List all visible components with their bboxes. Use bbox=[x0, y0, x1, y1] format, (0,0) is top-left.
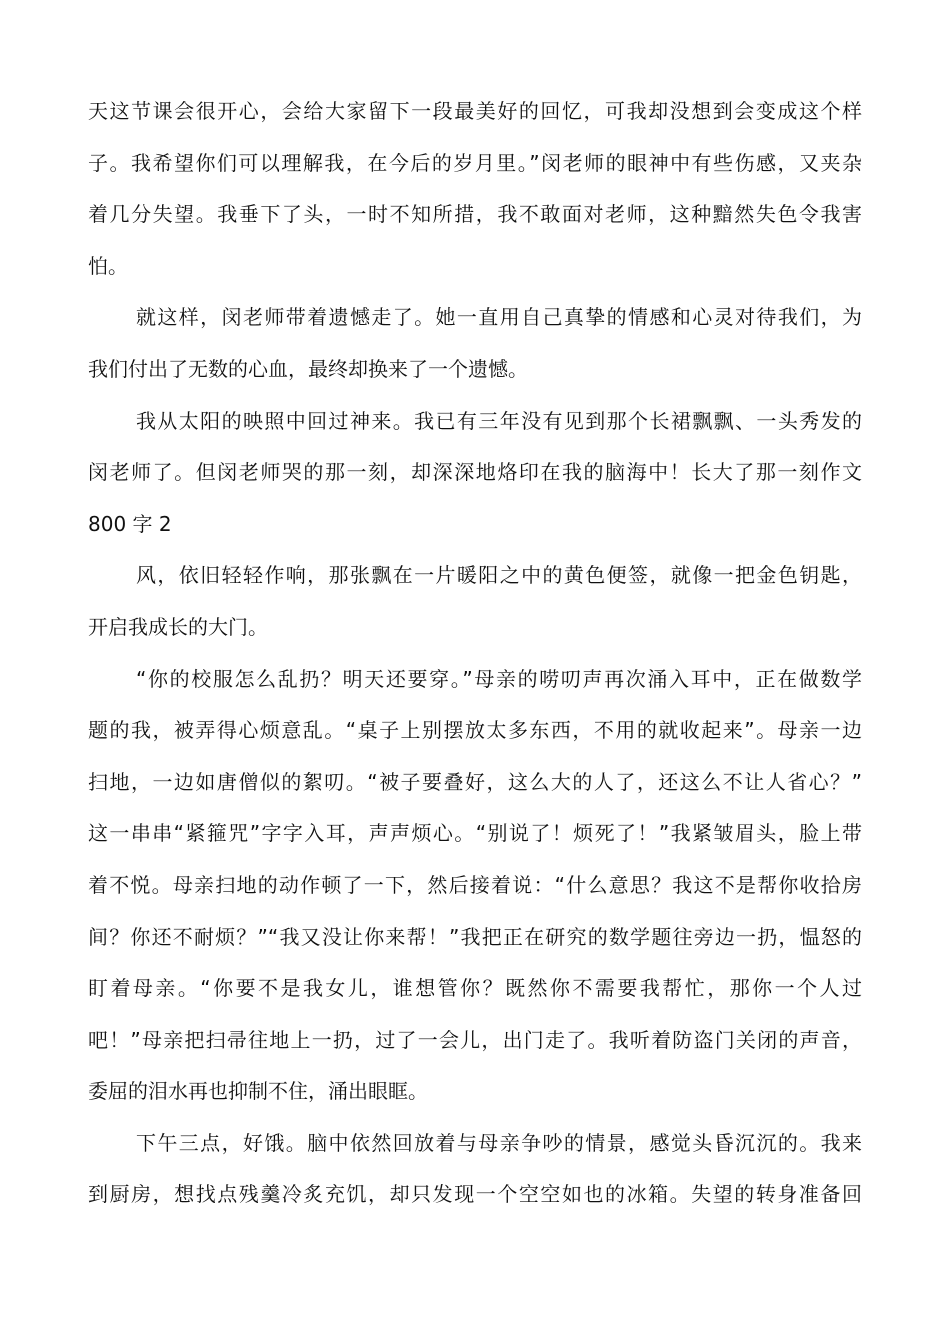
text-line: 到厨房，想找点残羹冷炙充饥，却只发现一个空空如也的冰箱。失望的转身准备回 bbox=[88, 1182, 862, 1207]
text-line: 风，依旧轻轻作响，那张飘在一片暖阳之中的黄色便签，就像一把金色钥匙， bbox=[136, 563, 862, 588]
text-line: 800 字 2 bbox=[88, 511, 172, 536]
text-line: 就这样，闵老师带着遗憾走了。她一直用自己真挚的情感和心灵对待我们，为 bbox=[136, 305, 862, 330]
text-line: 扫地，一边如唐僧似的絮叨。“被子要叠好，这么大的人了，还这么不让人省心？” bbox=[88, 769, 862, 794]
text-line: 我们付出了无数的心血，最终却换来了一个遗憾。 bbox=[88, 356, 528, 381]
text-line: 委屈的泪水再也抑制不住，涌出眼眶。 bbox=[88, 1079, 428, 1104]
document-body bbox=[88, 86, 862, 1221]
text-line: 下午三点，好饿。脑中依然回放着与母亲争吵的情景，感觉头昏沉沉的。我来 bbox=[136, 1130, 862, 1155]
text-line: 子。我希望你们可以理解我，在今后的岁月里。”闵老师的眼神中有些伤感，又夹杂 bbox=[88, 150, 862, 175]
text-line: 闵老师了。但闵老师哭的那一刻，却深深地烙印在我的脑海中！长大了那一刻作文 bbox=[88, 460, 862, 485]
text-line: 开启我成长的大门。 bbox=[88, 614, 268, 639]
text-line: “你的校服怎么乱扔？明天还要穿。”母亲的唠叨声再次涌入耳中，正在做数学 bbox=[136, 666, 862, 691]
text-line: 间？你还不耐烦？”“我又没让你来帮！”我把正在研究的数学题往旁边一扔，愠怒的 bbox=[88, 924, 862, 949]
text-line: 着不悦。母亲扫地的动作顿了一下，然后接着说：“什么意思？我这不是帮你收拾房 bbox=[88, 872, 862, 897]
text-line: 吧！”母亲把扫帚往地上一扔，过了一会儿，出门走了。我听着防盗门关闭的声音， bbox=[88, 1027, 862, 1052]
text-line: 天这节课会很开心，会给大家留下一段最美好的回忆，可我却没想到会变成这个样 bbox=[88, 99, 862, 123]
text-line: 着几分失望。我垂下了头，一时不知所措，我不敢面对老师，这种黯然失色令我害 bbox=[88, 202, 862, 227]
text-line: 这一串串“紧箍咒”字字入耳，声声烦心。“别说了！烦死了！”我紧皱眉头，脸上带 bbox=[88, 821, 862, 846]
text-line: 我从太阳的映照中回过神来。我已有三年没有见到那个长裙飘飘、一头秀发的 bbox=[136, 408, 862, 433]
text-line: 题的我，被弄得心烦意乱。“桌子上别摆放太多东西，不用的就收起来”。母亲一边 bbox=[88, 718, 862, 743]
text-line: 怕。 bbox=[88, 253, 128, 278]
text-line: 盯着母亲。“你要不是我女儿，谁想管你？既然你不需要我帮忙，那你一个人过 bbox=[88, 976, 862, 1001]
